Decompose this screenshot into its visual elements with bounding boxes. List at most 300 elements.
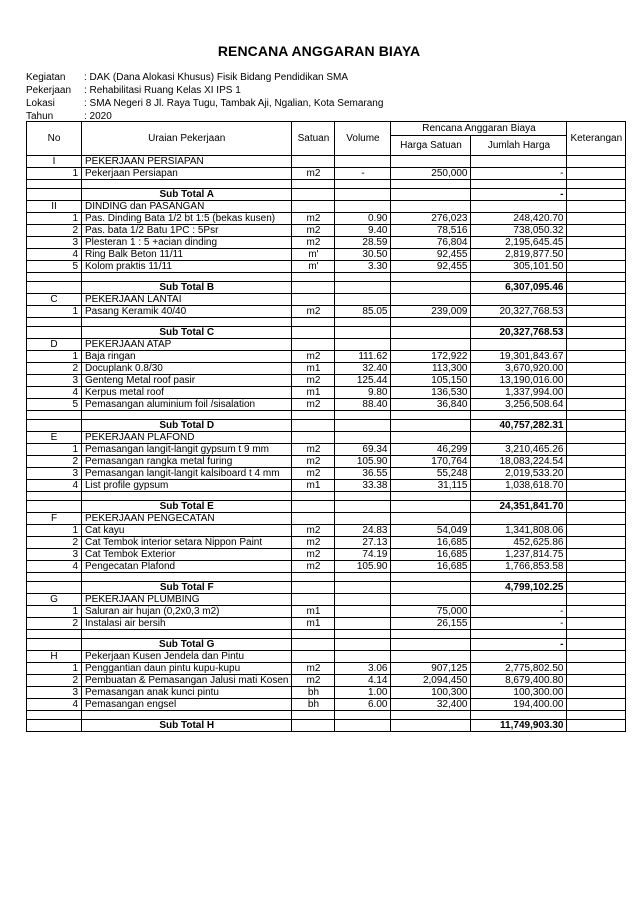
empty-cell (335, 573, 391, 582)
col-header-satuan: Satuan (292, 122, 335, 156)
item-volume: 1.00 (335, 687, 391, 699)
empty-cell (471, 294, 567, 306)
info-value: : 2020 (84, 111, 112, 122)
table-row (27, 606, 626, 618)
empty-cell (82, 318, 292, 327)
item-number: 4 (27, 480, 82, 492)
section-code: E (27, 432, 82, 444)
info-label: Kegiatan (26, 72, 66, 83)
empty-cell (391, 189, 471, 201)
item-volume: 32.40 (335, 363, 391, 375)
item-unit: m1 (292, 480, 335, 492)
item-remarks (567, 249, 626, 261)
subtotal-label: Sub Total B (82, 282, 292, 294)
empty-cell (292, 720, 335, 732)
item-description: Saluran air hujan (0,2x0,3 m2) (82, 606, 292, 618)
empty-cell (471, 339, 567, 351)
item-unit-price: 31,115 (391, 480, 471, 492)
empty-cell (27, 492, 82, 501)
spacer-row (27, 573, 626, 582)
item-total: 100,300.00 (471, 687, 567, 699)
item-remarks (567, 675, 626, 687)
section-name: PEKERJAAN PERSIAPAN (82, 156, 292, 168)
item-unit-price: 92,455 (391, 249, 471, 261)
item-unit: m2 (292, 351, 335, 363)
empty-cell (27, 282, 82, 294)
empty-cell (567, 201, 626, 213)
empty-cell (27, 411, 82, 420)
table-row (27, 375, 626, 387)
item-unit: m2 (292, 675, 335, 687)
info-row-pekerjaan (26, 84, 383, 97)
item-remarks (567, 306, 626, 318)
item-total: - (471, 168, 567, 180)
item-volume (335, 606, 391, 618)
item-remarks (567, 444, 626, 456)
empty-cell (567, 318, 626, 327)
item-unit: m2 (292, 444, 335, 456)
empty-cell (471, 630, 567, 639)
item-unit-price: 907,125 (391, 663, 471, 675)
empty-cell (567, 420, 626, 432)
section-name: PEKERJAAN ATAP (82, 339, 292, 351)
empty-cell (391, 711, 471, 720)
item-remarks (567, 561, 626, 573)
item-remarks (567, 525, 626, 537)
empty-cell (335, 711, 391, 720)
empty-cell (567, 720, 626, 732)
table-row (27, 168, 626, 180)
item-unit: m2 (292, 399, 335, 411)
item-volume: 85.05 (335, 306, 391, 318)
item-number: 1 (27, 606, 82, 618)
item-number: 2 (27, 456, 82, 468)
empty-cell (292, 327, 335, 339)
subtotal-row (27, 420, 626, 432)
empty-cell (567, 651, 626, 663)
empty-cell (27, 273, 82, 282)
item-volume: 111.62 (335, 351, 391, 363)
item-unit-price: 32,400 (391, 699, 471, 711)
item-remarks (567, 468, 626, 480)
empty-cell (471, 201, 567, 213)
subtotal-value: 11,749,903.30 (471, 720, 567, 732)
item-unit: m2 (292, 468, 335, 480)
empty-cell (27, 318, 82, 327)
item-unit: m2 (292, 168, 335, 180)
item-remarks (567, 213, 626, 225)
item-unit-price: 36,840 (391, 399, 471, 411)
empty-cell (471, 711, 567, 720)
empty-cell (567, 630, 626, 639)
table-row (27, 306, 626, 318)
item-description: Instalasi air bersih (82, 618, 292, 630)
empty-cell (335, 720, 391, 732)
item-remarks (567, 618, 626, 630)
item-remarks (567, 387, 626, 399)
empty-cell (391, 594, 471, 606)
section-name: Pekerjaan Kusen Jendela dan Pintu (82, 651, 292, 663)
item-unit: m2 (292, 213, 335, 225)
empty-cell (391, 201, 471, 213)
item-volume: 36.55 (335, 468, 391, 480)
info-label: Tahun (26, 111, 54, 122)
spacer-row (27, 630, 626, 639)
empty-cell (292, 318, 335, 327)
item-description: Pemasangan anak kunci pintu (82, 687, 292, 699)
section-name: PEKERJAAN PLAFOND (82, 432, 292, 444)
item-description: Pemasangan rangka metal furing (82, 456, 292, 468)
section-row (27, 339, 626, 351)
table-row (27, 687, 626, 699)
table-row (27, 225, 626, 237)
empty-cell (292, 582, 335, 594)
item-unit-price: 16,685 (391, 549, 471, 561)
item-unit: m1 (292, 363, 335, 375)
empty-cell (391, 720, 471, 732)
empty-cell (82, 180, 292, 189)
item-total: 2,195,645.45 (471, 237, 567, 249)
empty-cell (27, 630, 82, 639)
item-unit: m1 (292, 618, 335, 630)
table-row (27, 537, 626, 549)
section-row (27, 432, 626, 444)
info-row-kegiatan (26, 71, 383, 84)
item-total: 2,019,533.20 (471, 468, 567, 480)
item-volume: 105.90 (335, 456, 391, 468)
item-remarks (567, 375, 626, 387)
empty-cell (292, 639, 335, 651)
empty-cell (335, 327, 391, 339)
item-unit-price: 16,685 (391, 537, 471, 549)
empty-cell (567, 501, 626, 513)
table-row (27, 561, 626, 573)
empty-cell (471, 432, 567, 444)
item-number: 2 (27, 363, 82, 375)
item-remarks (567, 480, 626, 492)
item-unit-price: 16,685 (391, 561, 471, 573)
empty-cell (567, 513, 626, 525)
item-remarks (567, 699, 626, 711)
empty-cell (471, 594, 567, 606)
item-unit-price: 78,516 (391, 225, 471, 237)
empty-cell (567, 180, 626, 189)
item-remarks (567, 237, 626, 249)
subtotal-value: 20,327,768.53 (471, 327, 567, 339)
table-row (27, 213, 626, 225)
item-total: 13,190,016.00 (471, 375, 567, 387)
item-total: 1,337,994.00 (471, 387, 567, 399)
empty-cell (567, 273, 626, 282)
item-number: 2 (27, 675, 82, 687)
item-number: 3 (27, 468, 82, 480)
item-remarks (567, 225, 626, 237)
item-description: Genteng Metal roof pasir (82, 375, 292, 387)
item-unit-price: 55,248 (391, 468, 471, 480)
section-name: PEKERJAAN LANTAI (82, 294, 292, 306)
item-unit-price: 46,299 (391, 444, 471, 456)
col-header-no: No (27, 122, 82, 156)
empty-cell (335, 432, 391, 444)
col-header-keterangan: Keterangan (567, 122, 626, 156)
empty-cell (292, 201, 335, 213)
item-description: Pembuatan & Pemasangan Jalusi mati Kosen (82, 675, 292, 687)
subtotal-row (27, 639, 626, 651)
item-remarks (567, 606, 626, 618)
subtotal-label: Sub Total D (82, 420, 292, 432)
empty-cell (292, 513, 335, 525)
item-description: Pas. bata 1/2 Batu 1PC : 5Psr (82, 225, 292, 237)
item-description: Docuplank 0.8/30 (82, 363, 292, 375)
item-volume: 33.38 (335, 480, 391, 492)
section-code: I (27, 156, 82, 168)
subtotal-row (27, 282, 626, 294)
empty-cell (567, 339, 626, 351)
empty-cell (335, 180, 391, 189)
empty-cell (335, 501, 391, 513)
item-description: Pemasangan langit-langit gypsum t 9 mm (82, 444, 292, 456)
empty-cell (471, 318, 567, 327)
item-total: - (471, 606, 567, 618)
table-row (27, 249, 626, 261)
section-row (27, 201, 626, 213)
empty-cell (292, 180, 335, 189)
item-description: Kolom praktis 11/11 (82, 261, 292, 273)
empty-cell (292, 432, 335, 444)
item-total: 8,679,400.80 (471, 675, 567, 687)
item-unit: bh (292, 699, 335, 711)
empty-cell (292, 411, 335, 420)
item-description: Pemasangan aluminium foil /sisalation (82, 399, 292, 411)
item-number: 1 (27, 444, 82, 456)
empty-cell (471, 273, 567, 282)
item-description: Cat kayu (82, 525, 292, 537)
item-total: 19,301,843.67 (471, 351, 567, 363)
empty-cell (292, 273, 335, 282)
empty-cell (292, 189, 335, 201)
empty-cell (335, 294, 391, 306)
table-header (27, 122, 626, 156)
item-number: 1 (27, 525, 82, 537)
empty-cell (27, 582, 82, 594)
item-total: 18,083,224.54 (471, 456, 567, 468)
item-unit: m1 (292, 387, 335, 399)
empty-cell (335, 594, 391, 606)
item-volume: 3.06 (335, 663, 391, 675)
col-header-jumlah-harga: Jumlah Harga (471, 136, 567, 156)
item-description: Pengecatan Plafond (82, 561, 292, 573)
item-unit: m2 (292, 375, 335, 387)
item-number: 1 (27, 306, 82, 318)
item-description: Plesteran 1 : 5 +acian dinding (82, 237, 292, 249)
item-number: 3 (27, 687, 82, 699)
item-total: 2,819,877.50 (471, 249, 567, 261)
info-value: : DAK (Dana Alokasi Khusus) Fisik Bidang Pendidikan SMA (84, 72, 349, 83)
subtotal-value: 24,351,841.70 (471, 501, 567, 513)
item-volume (335, 618, 391, 630)
spacer-row (27, 492, 626, 501)
section-row (27, 513, 626, 525)
subtotal-label: Sub Total A (82, 189, 292, 201)
item-remarks (567, 456, 626, 468)
item-total: 452,625.86 (471, 537, 567, 549)
info-row-lokasi (26, 97, 383, 110)
item-description: Pemasangan langit-langit kalsiboard t 4 mm (82, 468, 292, 480)
info-label: Lokasi (26, 98, 55, 109)
subtotal-row (27, 720, 626, 732)
section-code: H (27, 651, 82, 663)
empty-cell (391, 180, 471, 189)
empty-cell (391, 630, 471, 639)
subtotal-value: 6,307,095.46 (471, 282, 567, 294)
empty-cell (391, 573, 471, 582)
empty-cell (391, 318, 471, 327)
empty-cell (391, 294, 471, 306)
item-remarks (567, 168, 626, 180)
col-header-rab: Rencana Anggaran Biaya (391, 122, 567, 136)
section-name: PEKERJAAN PENGECATAN (82, 513, 292, 525)
item-total: 305,101.50 (471, 261, 567, 273)
item-total: 2,775,802.50 (471, 663, 567, 675)
subtotal-label: Sub Total G (82, 639, 292, 651)
table-row (27, 618, 626, 630)
item-volume: 9.80 (335, 387, 391, 399)
info-value: : SMA Negeri 8 Jl. Raya Tugu, Tambak Aji, Ngalian, Kota Semarang (84, 98, 384, 109)
item-number: 3 (27, 549, 82, 561)
empty-cell (567, 411, 626, 420)
item-volume: 3.30 (335, 261, 391, 273)
table-row (27, 675, 626, 687)
item-unit-price: 2,094,450 (391, 675, 471, 687)
item-volume: 24.83 (335, 525, 391, 537)
item-number: 3 (27, 375, 82, 387)
item-number: 1 (27, 351, 82, 363)
item-description: Pasang Keramik 40/40 (82, 306, 292, 318)
item-number: 4 (27, 387, 82, 399)
empty-cell (391, 432, 471, 444)
empty-cell (567, 639, 626, 651)
subtotal-label: Sub Total E (82, 501, 292, 513)
item-remarks (567, 351, 626, 363)
item-number: 2 (27, 618, 82, 630)
empty-cell (335, 318, 391, 327)
item-description: Penggantian daun pintu kupu-kupu (82, 663, 292, 675)
item-total: 3,670,920.00 (471, 363, 567, 375)
empty-cell (335, 282, 391, 294)
subtotal-row (27, 501, 626, 513)
empty-cell (335, 639, 391, 651)
item-unit: m2 (292, 537, 335, 549)
item-total: 1,766,853.58 (471, 561, 567, 573)
table-row (27, 456, 626, 468)
item-description: Pekerjaan Persiapan (82, 168, 292, 180)
item-remarks (567, 399, 626, 411)
item-total: 3,210,465.26 (471, 444, 567, 456)
item-number: 4 (27, 699, 82, 711)
item-unit-price: 76,804 (391, 237, 471, 249)
item-number: 1 (27, 213, 82, 225)
empty-cell (335, 411, 391, 420)
empty-cell (471, 156, 567, 168)
item-number: 2 (27, 537, 82, 549)
item-unit-price: 170,764 (391, 456, 471, 468)
empty-cell (335, 273, 391, 282)
item-description: Cat Tembok interior setara Nippon Paint (82, 537, 292, 549)
item-unit: m2 (292, 525, 335, 537)
item-volume: 105.90 (335, 561, 391, 573)
empty-cell (391, 582, 471, 594)
table-row (27, 444, 626, 456)
item-volume: 6.00 (335, 699, 391, 711)
empty-cell (335, 420, 391, 432)
item-unit-price: 250,000 (391, 168, 471, 180)
item-unit-price: 276,023 (391, 213, 471, 225)
empty-cell (335, 630, 391, 639)
item-volume: 4.14 (335, 675, 391, 687)
empty-cell (292, 420, 335, 432)
empty-cell (471, 573, 567, 582)
empty-cell (567, 282, 626, 294)
empty-cell (567, 492, 626, 501)
item-unit-price: 105,150 (391, 375, 471, 387)
empty-cell (335, 513, 391, 525)
item-volume: 0.90 (335, 213, 391, 225)
item-unit: m2 (292, 561, 335, 573)
empty-cell (292, 339, 335, 351)
item-unit: m2 (292, 663, 335, 675)
item-remarks (567, 687, 626, 699)
subtotal-value: - (471, 639, 567, 651)
section-name: PEKERJAAN PLUMBING (82, 594, 292, 606)
spacer-row (27, 273, 626, 282)
empty-cell (82, 630, 292, 639)
empty-cell (292, 294, 335, 306)
table-row (27, 468, 626, 480)
empty-cell (292, 501, 335, 513)
subtotal-row (27, 327, 626, 339)
empty-cell (27, 189, 82, 201)
empty-cell (292, 573, 335, 582)
empty-cell (567, 582, 626, 594)
table-row (27, 663, 626, 675)
table-row (27, 237, 626, 249)
subtotal-label: Sub Total H (82, 720, 292, 732)
item-volume: 125.44 (335, 375, 391, 387)
empty-cell (82, 492, 292, 501)
item-description: Pemasangan engsel (82, 699, 292, 711)
empty-cell (391, 651, 471, 663)
item-total: 20,327,768.53 (471, 306, 567, 318)
item-total: 248,420.70 (471, 213, 567, 225)
empty-cell (335, 156, 391, 168)
empty-cell (335, 651, 391, 663)
item-unit-price: 100,300 (391, 687, 471, 699)
empty-cell (292, 156, 335, 168)
spacer-row (27, 711, 626, 720)
subtotal-row (27, 189, 626, 201)
item-unit-price: 26,155 (391, 618, 471, 630)
item-remarks (567, 663, 626, 675)
item-number: 1 (27, 168, 82, 180)
table-row (27, 480, 626, 492)
item-number: 2 (27, 225, 82, 237)
section-code: G (27, 594, 82, 606)
item-total: 194,400.00 (471, 699, 567, 711)
empty-cell (27, 420, 82, 432)
table-row (27, 351, 626, 363)
item-description: Kerpus metal roof (82, 387, 292, 399)
item-volume: 88.40 (335, 399, 391, 411)
